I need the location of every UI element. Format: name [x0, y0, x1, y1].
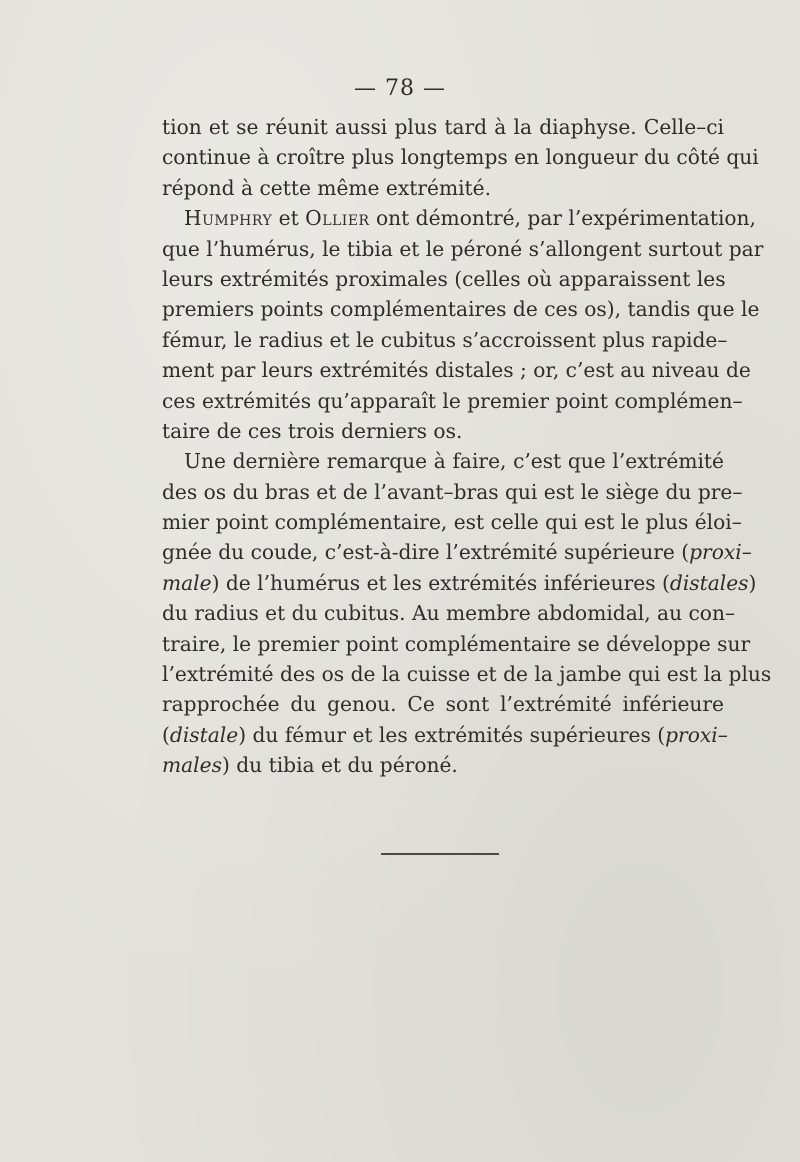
- text-line: [162, 203, 756, 233]
- text-fragment: (: [162, 722, 170, 747]
- section-divider: [381, 853, 499, 855]
- text-line: continue à croître plus longtemps en longueur du côté qui: [162, 145, 759, 170]
- text-fragment: ) du fémur et les extrémités supérieures (: [238, 722, 666, 747]
- text-line: ces extrémités qu’apparaît le premier point complémen–: [162, 388, 743, 413]
- text-fragment: et: [272, 206, 306, 231]
- page-number: — 78 —: [354, 76, 446, 101]
- text-line: des os du bras et de l’avant–bras qui est le siège du pre–: [162, 479, 743, 504]
- italic-term: proxi–: [665, 722, 728, 747]
- italic-term: male: [162, 570, 212, 595]
- text-line: [162, 750, 724, 780]
- text-fragment: ) du tibia et du péroné.: [221, 753, 458, 778]
- text-line: répond à cette même extrémité.: [162, 175, 492, 200]
- text-fragment: ) de l’humérus et les extrémités inférieures (: [211, 570, 670, 595]
- text-line: [162, 537, 752, 567]
- text-line: que l’humérus, le tibia et le péroné s’allongent surtout par: [162, 236, 764, 261]
- italic-term: males: [162, 753, 222, 778]
- text-line: l’extrémité des os de la cuisse et de la jambe qui est la plus: [162, 662, 772, 687]
- text-line: [162, 568, 757, 598]
- text-line: premiers points complémentaires de ces os), tandis que le: [162, 297, 760, 322]
- text-line: Une dernière remarque à faire, c’est que l’extrémité: [184, 449, 724, 474]
- italic-term: proxi–: [689, 540, 752, 565]
- text-line: fémur, le radius et le cubitus s’accroissent plus rapide–: [162, 327, 728, 352]
- body-text: [162, 112, 772, 781]
- text-line: tion et se réunit aussi plus tard à la diaphyse. Celle–ci: [162, 115, 724, 139]
- text-line: ment par leurs extrémités distales ; or, c’est au niveau de: [162, 358, 751, 383]
- italic-term: distale: [169, 722, 239, 747]
- author-name: Ollier: [305, 206, 370, 231]
- text-line: traire, le premier point complémentaire se développe sur: [162, 631, 751, 656]
- text-line: leurs extrémités proximales (celles où apparaissent les: [162, 266, 726, 291]
- italic-term: distales: [669, 570, 749, 595]
- text-line: taire de ces trois derniers os.: [162, 418, 463, 443]
- text-fragment: gnée du coude, c’est-à-dire l’extrémité supérieure (: [162, 540, 690, 565]
- text-line: du radius et du cubitus. Au membre abdomidal, au con–: [162, 601, 736, 626]
- text-fragment: ont démontré, par l’expérimentation,: [369, 206, 756, 231]
- text-line: mier point complémentaire, est celle qui est le plus éloi–: [162, 510, 742, 535]
- text-line: [162, 720, 728, 750]
- author-name: Humphry: [184, 206, 273, 231]
- text-line: rapprochée du genou. Ce sont l’extrémité inférieure: [162, 692, 724, 717]
- text-fragment: ): [748, 570, 757, 595]
